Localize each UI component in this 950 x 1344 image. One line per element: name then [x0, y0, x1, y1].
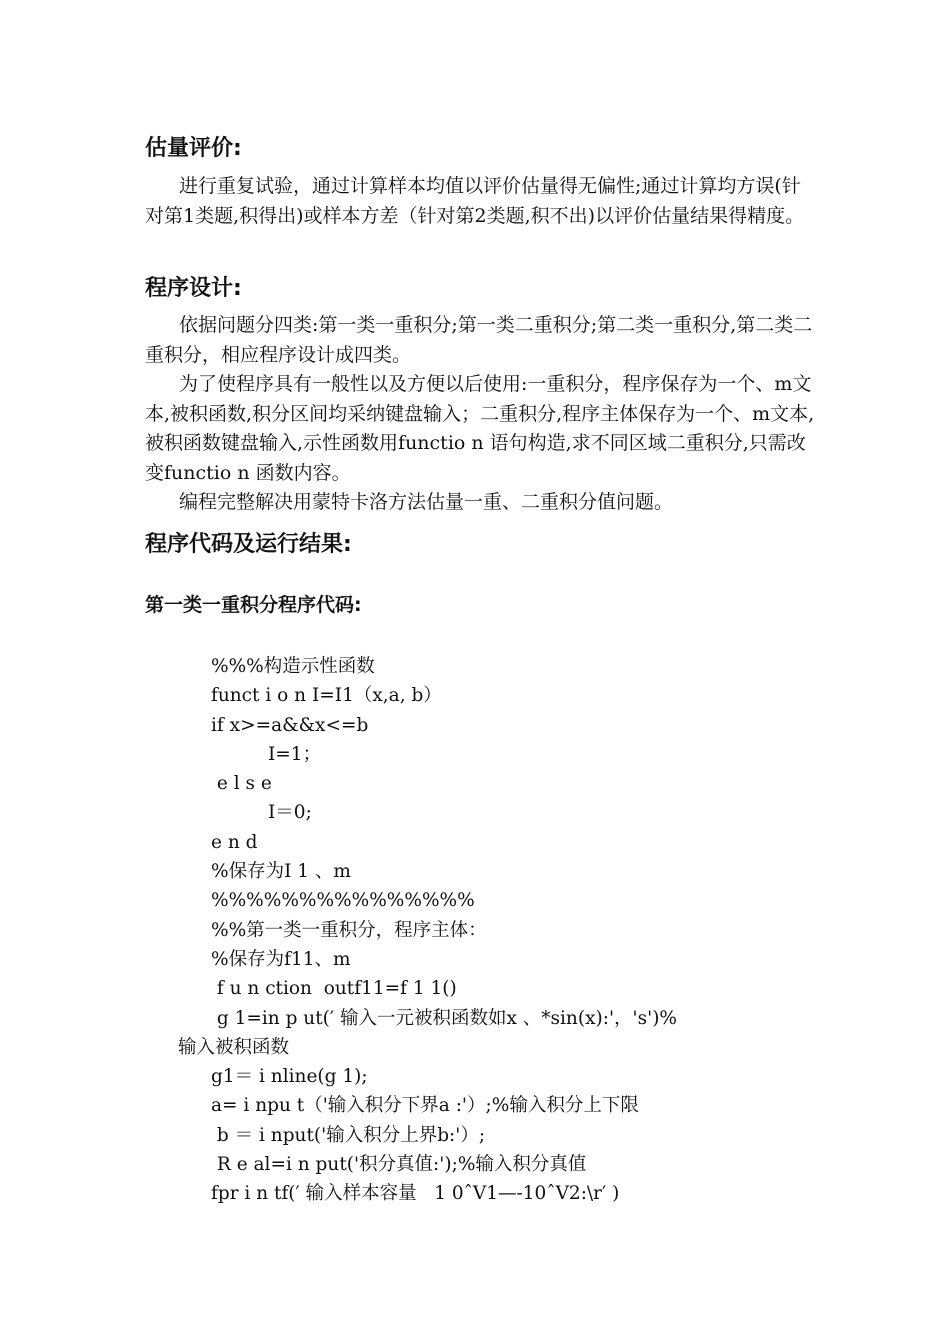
- code-line: e n d: [211, 831, 258, 853]
- paragraph-estimate-eval: [145, 172, 815, 231]
- code-line: f u n ction outf11=f 1 1(): [211, 978, 457, 1000]
- code-line: I＝0;: [268, 802, 312, 824]
- heading-first-class-single: 第一类一重积分程序代码:: [145, 594, 362, 616]
- code-line: a= i npu t（'输入积分下界a :'）;%输入积分上下限: [211, 1095, 639, 1117]
- design-paragraph-1: 依据问题分四类:第一类一重积分;第一类二重积分;第二类一重积分,第二类二重积分，相应程序设计成四类。: [145, 314, 813, 366]
- code-line: %保存为f11、m: [211, 948, 351, 970]
- code-line: 输入被积函数: [178, 1036, 290, 1058]
- code-line: if x>=a&&x<=b: [211, 714, 369, 736]
- design-paragraph-2: 为了使程序具有一般性以及方便以后使用:一重积分，程序保存为一个、m文本,被积函数,积分区间均采纳键盘输入；二重积分,程序主体保存为一个、m文本,被积函数键盘输入,示性函数用functio n 语句构造,求不同区域二重积分,只需改变functio n 函数内容。: [145, 373, 815, 484]
- code-line: %%第一类一重积分，程序主体：: [211, 919, 487, 941]
- code-line: R e al=i n put('积分真值:');%输入积分真值: [211, 1154, 587, 1176]
- code-line: g 1=in p ut(′ 输入一元被积函数如x 、*sin(x):'，'s')%: [211, 1007, 677, 1029]
- code-line: %%%构造示性函数: [211, 656, 375, 677]
- paragraph-program-design: [145, 311, 815, 518]
- eval-paragraph-1: 进行重复试验，通过计算样本均值以评价估量得无偏性;通过计算均方误(针对第1类题,积得出)或样本方差（针对第2类题,积不出)以评价估量结果得精度。: [145, 175, 805, 227]
- heading-program-design: 程序设计:: [145, 276, 242, 301]
- code-line: b ＝ i nput('输入积分上界b:'）;: [211, 1124, 486, 1146]
- code-line: fpr i n tf(′ 输入样本容量 1 0ˆV1—-10ˆV2:\r′ ): [211, 1183, 620, 1205]
- code-line: I=1；: [268, 743, 322, 765]
- code-line: %保存为I 1 、m: [211, 861, 351, 883]
- code-block: [178, 652, 858, 1209]
- code-line: funct i o n I=I1（x,a, b）: [211, 685, 442, 707]
- heading-estimate-eval: 估量评价:: [145, 136, 242, 161]
- code-line: %%%%%%%%%%%%%%%: [211, 890, 475, 912]
- code-line: e l s e: [211, 773, 272, 795]
- design-paragraph-3: 编程完整解决用蒙特卡洛方法估量一重、二重积分值问题。: [179, 491, 674, 513]
- heading-code-results: 程序代码及运行结果:: [145, 532, 352, 557]
- code-line: g1＝ i nline(g 1);: [211, 1066, 368, 1088]
